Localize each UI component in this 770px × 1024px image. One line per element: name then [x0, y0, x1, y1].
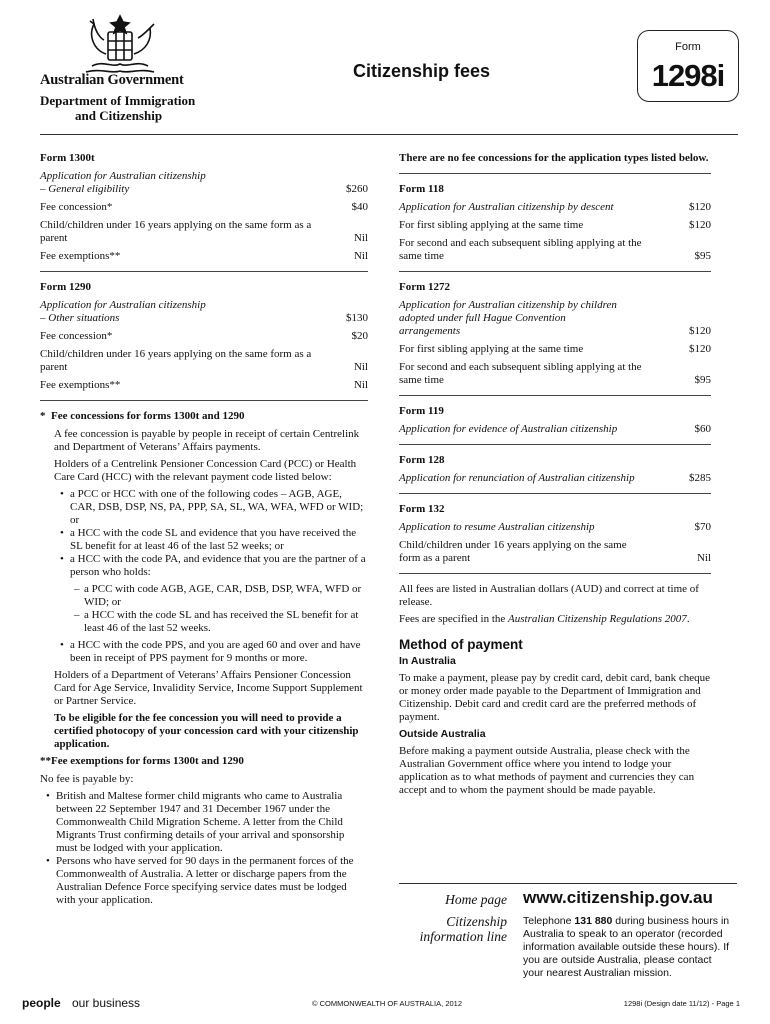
section-divider [399, 444, 711, 445]
concession-sublist [54, 583, 368, 635]
list-item: • a HCC with the code PPS, and you are aged 60 and over and have been in receipt of PPS payment for 9 months or more. [54, 639, 368, 665]
form-1300t-heading: Form 1300t [40, 152, 95, 164]
fee-notes [399, 583, 711, 626]
regulations-suffix: . [686, 613, 690, 625]
page-info: 1298i (Design date 11/12) - Page 1 [623, 999, 740, 1008]
no-concessions-note: There are no fee concessions for the application types listed below. [399, 152, 709, 164]
in-australia-heading: In Australia [399, 655, 456, 667]
fee-row [40, 219, 368, 245]
form-1290-section [40, 281, 368, 392]
fee-label: Child/children under 16 years applying on the same form as a parent [40, 219, 312, 244]
phone-hours: during business hours [612, 915, 719, 927]
fee-value: $120 [689, 325, 711, 337]
fee-label: Application to resume Australian citizenship [399, 521, 595, 533]
list-item: • Persons who have served for 90 days in the permanent forces of the Commonwealth of Australia. A letter or discharge papers from the Australian Defence Force specifying service dates must be lodged with your application. [40, 855, 368, 907]
fee-value: $70 [694, 521, 711, 533]
form-1300t-title-row [40, 183, 368, 196]
paragraph: No fee is payable by: [40, 773, 134, 785]
fee-value: $20 [351, 330, 368, 342]
form-119-heading: Form 119 [399, 405, 444, 417]
section-divider [399, 271, 711, 272]
form-1290-title-row [40, 312, 368, 325]
fee-label: Fee concession* [40, 330, 113, 342]
aud-note: All fees are listed in Australian dollars (AUD) and correct at time of release. [399, 583, 699, 608]
section-divider [399, 573, 711, 574]
contact-box [399, 883, 737, 989]
concession-eligibility-note: To be eligible for the fee concession you will need to provide a certified photocopy of your concession card with your citizenship application. [54, 712, 359, 750]
fee-label: For first sibling applying at the same time [399, 343, 584, 355]
department-name-line1: Department of Immigration [40, 93, 196, 108]
home-page-link[interactable]: www.citizenship.gov.au [523, 888, 713, 907]
paragraph: A fee concession is payable by people in receipt of certain Centrelink and Department of Veterans’ Affairs payments. [54, 428, 360, 453]
method-of-payment-section [399, 638, 711, 797]
telephone-prefix: Telephone [523, 915, 575, 927]
fee-label: Application for evidence of Australian citizenship [399, 423, 618, 435]
fee-value: $120 [689, 219, 711, 231]
form-1300t-fee: $260 [346, 183, 368, 195]
in-australia-text: To make a payment, please pay by credit card, debit card, bank cheque or money order made payable to the Department of Immigration and Citizenship. Debit card and credit card are the preferred methods of payment. [399, 672, 711, 723]
form-132-heading: Form 132 [399, 503, 445, 515]
list-item: – a PCC with code AGB, AGE, CAR, DSB, DSP, WFA, WFD or WID; or [68, 583, 368, 609]
fee-label: For first sibling applying at the same time [399, 219, 584, 231]
fee-row [399, 472, 711, 485]
form-1272-section [399, 281, 711, 387]
section-divider [40, 271, 368, 272]
section-divider [399, 173, 711, 174]
payment-heading: Method of payment [399, 637, 523, 652]
fee-value: Nil [353, 361, 368, 373]
information-line-text [523, 915, 733, 980]
phone-details: in Australia to speak to an operator (recorded information available outside these hours). If you are outside Australia, please contact your nearest Australian mission. [523, 915, 730, 979]
fee-value: $60 [694, 423, 711, 435]
right-column [399, 152, 711, 801]
paragraph: Holders of a Department of Veterans’ Affairs Pensioner Concession Card for Age Service, Invalidity Service, Income Support Supplement or Partner Service. [54, 669, 363, 707]
fee-value: Nil [353, 379, 368, 391]
fee-label: For second and each subsequent sibling applying at the same time [399, 237, 642, 262]
header-divider [40, 134, 738, 135]
form-number-box [637, 30, 739, 102]
fee-value: $95 [694, 250, 711, 262]
department-name-line2: and Citizenship [75, 108, 163, 123]
fee-exemptions-heading: **Fee exemptions for forms 1300t and 1290 [40, 755, 244, 767]
form-1300t-section [40, 152, 368, 263]
exemption-list [40, 790, 368, 907]
fee-label: For second and each subsequent sibling applying at the same time [399, 361, 642, 386]
fee-row [40, 379, 368, 392]
fee-label: Fee exemptions** [40, 379, 121, 391]
page-title: Citizenship fees [353, 61, 491, 81]
form-1290-title-line2: – Other situations [40, 312, 120, 324]
concession-list-cont [54, 639, 368, 665]
concession-list [54, 488, 368, 579]
left-column [40, 152, 368, 911]
fee-row [40, 250, 368, 263]
fee-row [399, 361, 711, 387]
fee-row [399, 423, 711, 436]
form-1272-heading: Form 1272 [399, 281, 451, 293]
fee-concessions-section [40, 410, 368, 751]
fee-value: $40 [351, 201, 368, 213]
fee-label: Child/children under 16 years applying on the same form as a parent [399, 539, 627, 564]
fee-value: Nil [696, 552, 711, 564]
fee-row [40, 201, 368, 214]
fee-value: $120 [689, 201, 711, 213]
fee-label: Application for Australian citizenship by children adopted under full Hague Convention arrangements [399, 299, 617, 337]
form-label: Form [675, 41, 701, 53]
form-1290-heading: Form 1290 [40, 281, 92, 293]
fee-value: Nil [353, 232, 368, 244]
regulations-note [399, 613, 711, 626]
list-item: • a HCC with the code SL and evidence that you have received the SL benefit for at least 46 of the last 52 weeks; or [54, 527, 368, 553]
coat-of-arms-icon [72, 14, 168, 80]
fee-row [399, 237, 711, 263]
fee-row [40, 330, 368, 343]
phone-number[interactable]: 131 880 [574, 915, 613, 927]
fee-value: Nil [353, 250, 368, 262]
regulations-title: Australian Citizenship Regulations 2007 [508, 613, 687, 625]
fee-label: Application for Australian citizenship by descent [399, 201, 614, 213]
section-divider [399, 493, 711, 494]
fee-value: $285 [689, 472, 711, 484]
form-1290-title-line1: Application for Australian citizenship [40, 299, 206, 311]
form-1300t-title-line1: Application for Australian citizenship [40, 170, 206, 182]
fee-label: Fee concession* [40, 201, 113, 213]
list-item: • British and Maltese former child migrants who came to Australia between 22 September 1947 and 31 December 1967 under the Commonwealth Child Migration Scheme. A letter from the Child Migrants Trust confirming details of your arrival and sponsorship must be lodged with your application. [40, 790, 368, 855]
brand-tagline: our business [72, 996, 141, 1010]
list-item: • a PCC or HCC with one of the following codes – AGB, AGE, CAR, DSB, DSP, NS, PA, PPP, SA, SL, WA, WFA, WFD or WID; or [54, 488, 368, 527]
fee-value: $95 [694, 374, 711, 386]
home-page-label: Home page [445, 892, 507, 907]
form-118-heading: Form 118 [399, 183, 444, 195]
form-132-section [399, 503, 711, 565]
fee-label: Fee exemptions** [40, 250, 121, 262]
form-119-section [399, 405, 711, 436]
fee-label: Child/children under 16 years applying on the same form as a parent [40, 348, 312, 373]
form-128-section [399, 454, 711, 485]
form-128-heading: Form 128 [399, 454, 445, 466]
fee-value: $120 [689, 343, 711, 355]
regulations-prefix: Fees are specified in the [399, 613, 509, 625]
form-1290-fee: $130 [346, 312, 368, 324]
fee-row [399, 219, 711, 232]
form-number: 1298i [651, 58, 725, 93]
section-divider [399, 395, 711, 396]
fee-row [399, 343, 711, 356]
outside-australia-heading: Outside Australia [399, 728, 486, 740]
fee-exemptions-section [40, 755, 368, 907]
form-118-section [399, 183, 711, 263]
section-divider [40, 400, 368, 401]
fee-row [399, 201, 711, 214]
fee-row [399, 539, 711, 565]
copyright-notice: © COMMONWEALTH OF AUSTRALIA, 2012 [312, 999, 462, 1008]
list-item: – a HCC with the code SL and has received the SL benefit for at least 46 of the last 52 weeks. [68, 609, 368, 635]
brand-tagline-bold: people [22, 996, 61, 1010]
form-1300t-title-line2: – General eligibility [40, 183, 130, 195]
outside-australia-text: Before making a payment outside Australia, please check with the Australian Government office where you intend to lodge your application as to what methods of payment and currencies they can accept and to whom the payment should be made payable. [399, 745, 695, 796]
information-line-label: Citizenship information line [419, 914, 507, 944]
government-name: Australian Government [40, 72, 184, 88]
fee-row [399, 299, 711, 338]
list-item: • a HCC with the code PA, and evidence that you are the partner of a person who holds: [54, 553, 368, 579]
page-footer [22, 994, 740, 1016]
fee-row [399, 521, 711, 534]
fee-label: Application for renunciation of Australian citizenship [399, 472, 635, 484]
fee-concessions-heading: * Fee concessions for forms 1300t and 1290 [40, 410, 245, 422]
paragraph: Holders of a Centrelink Pensioner Concession Card (PCC) or Health Care Card (HCC) with the relevant payment code listed below: [54, 458, 357, 483]
fee-row [40, 348, 368, 374]
